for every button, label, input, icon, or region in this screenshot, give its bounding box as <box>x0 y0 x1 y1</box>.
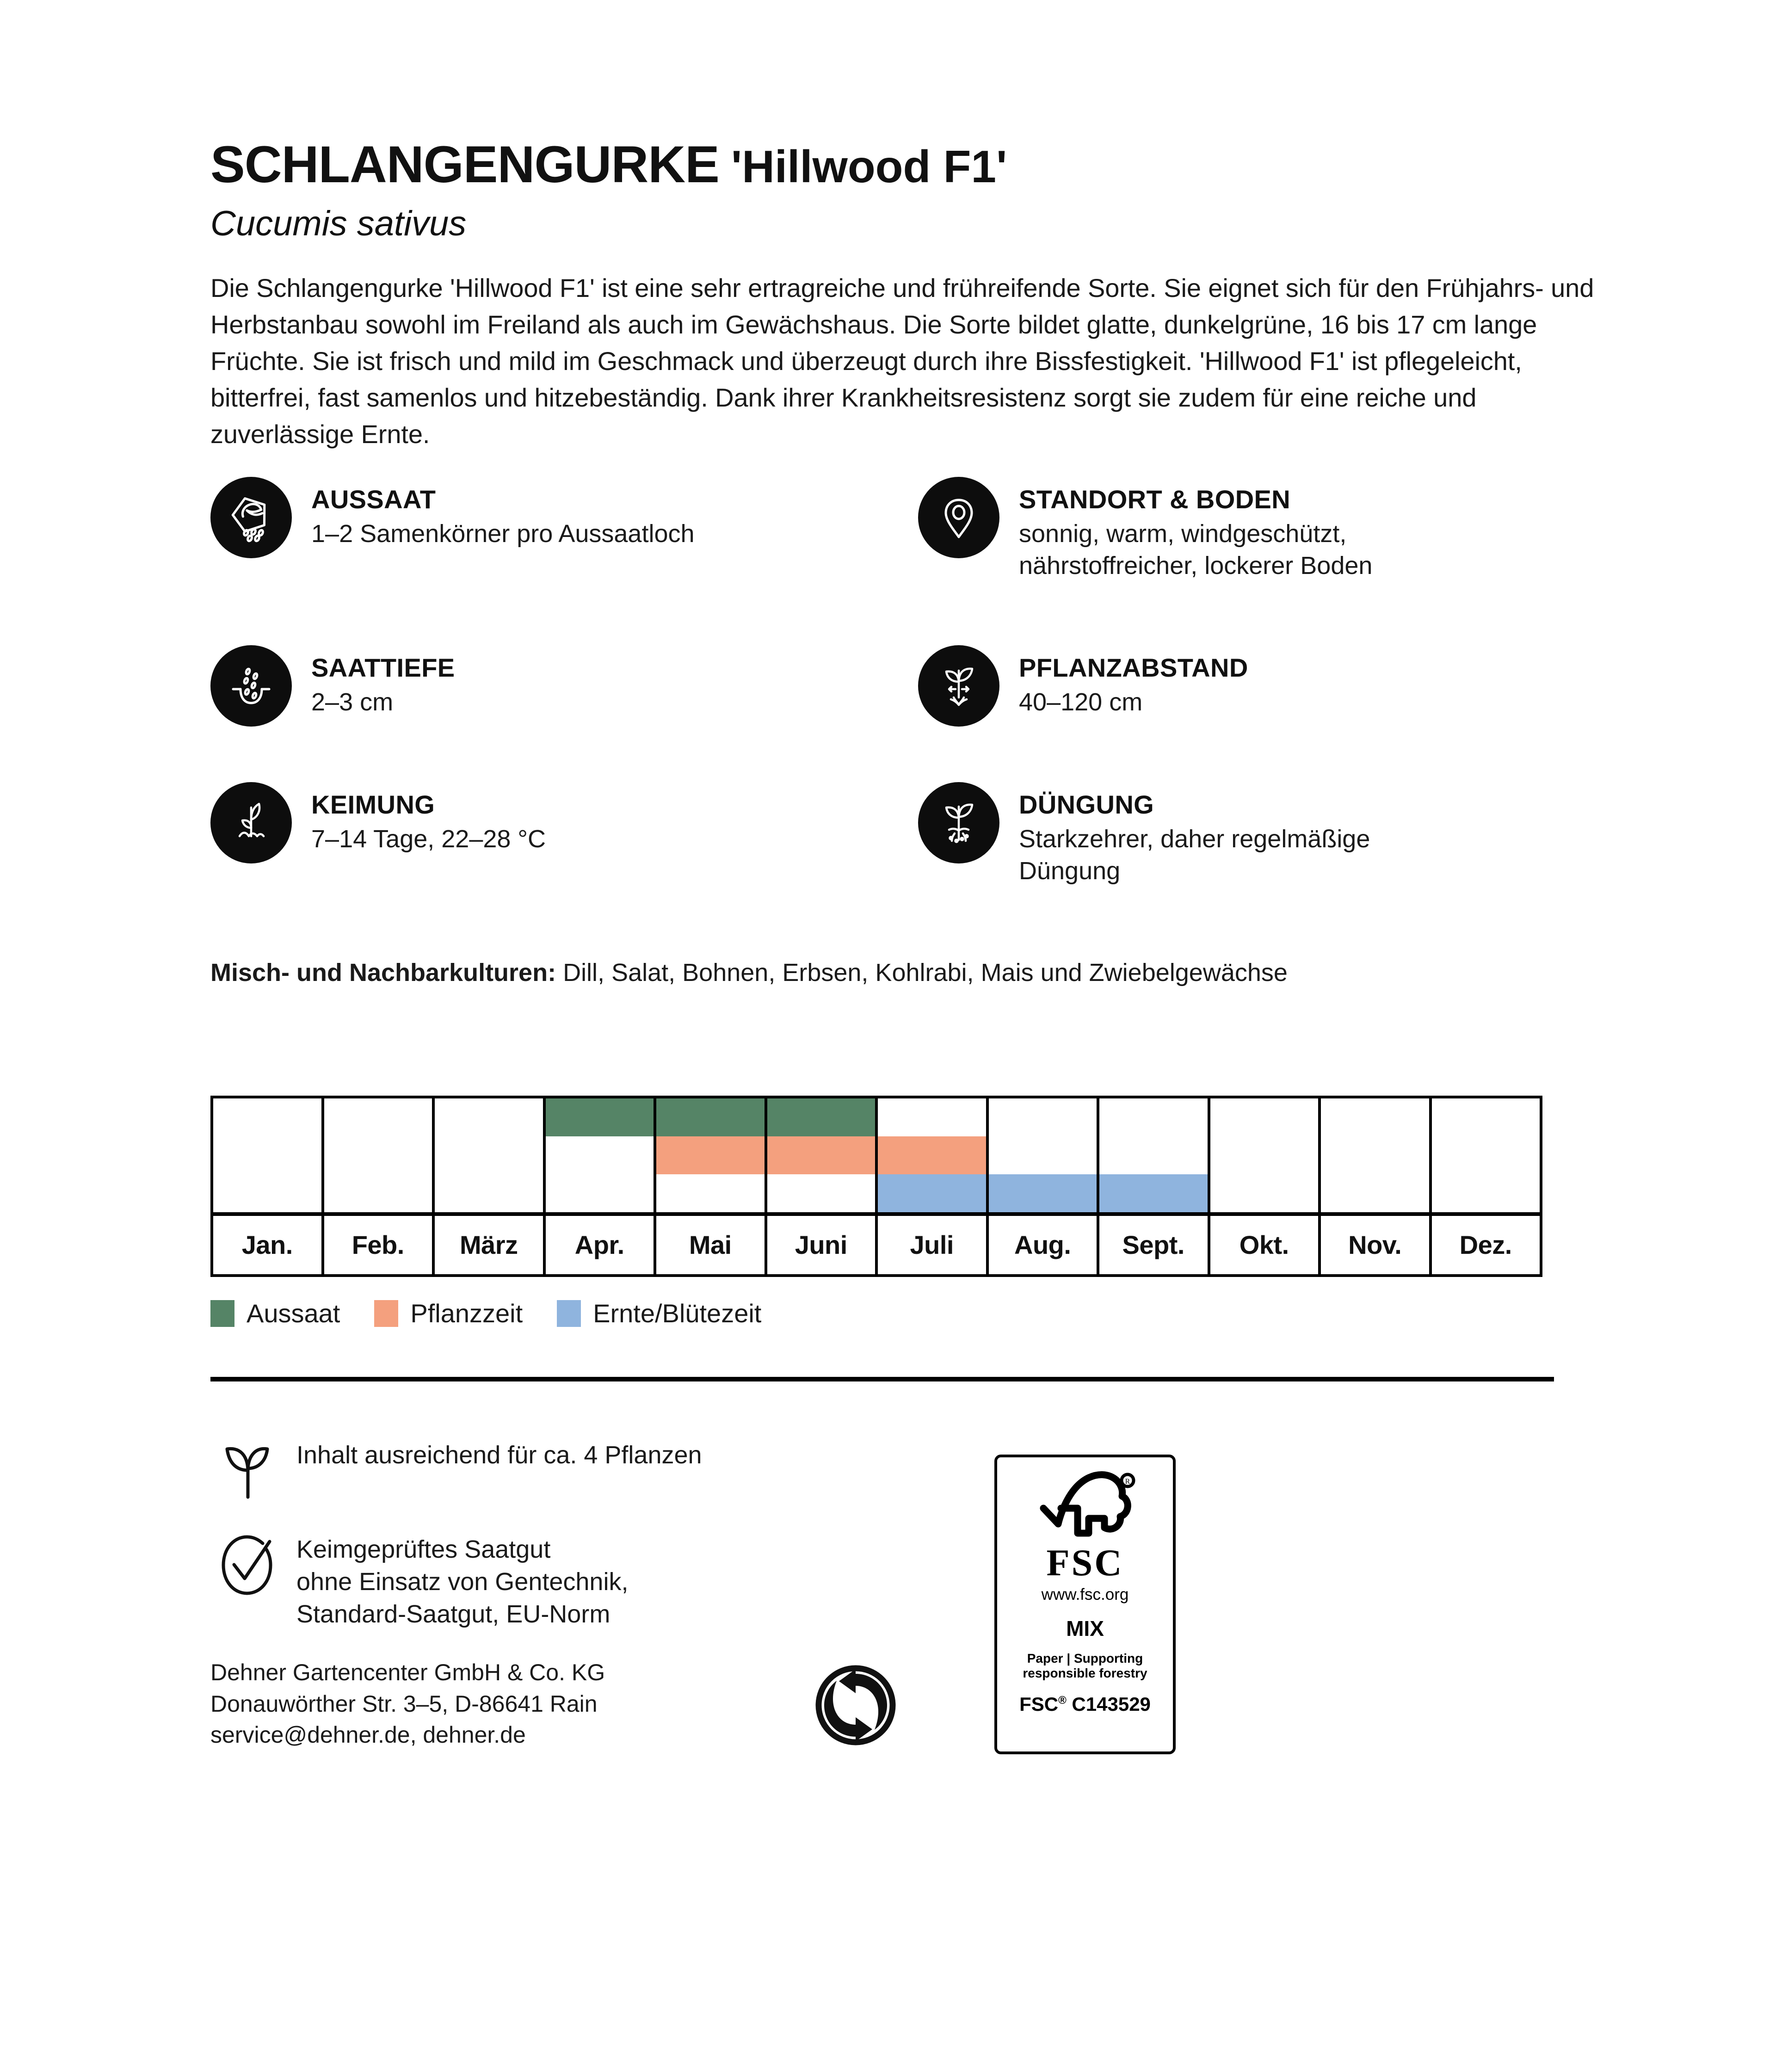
calendar-month-label: Okt. <box>1209 1214 1320 1276</box>
fact-aussaat-title: AUSSAAT <box>311 484 436 514</box>
fsc-registered-mark: ® <box>1058 1694 1067 1707</box>
fsc-category: MIX <box>1066 1616 1104 1640</box>
legend-label-pflanzzeit: Pflanzzeit <box>410 1298 523 1328</box>
bar-slot-aussaat <box>435 1098 543 1136</box>
legend-swatch-pflanzzeit <box>374 1300 398 1327</box>
calendar-labels-row <box>212 1214 1541 1276</box>
bar-slot-aussaat <box>1099 1098 1208 1136</box>
fact-keimung <box>210 782 918 888</box>
fact-keimung-value: 7–14 Tage, 22–28 °C <box>311 825 546 853</box>
calendar-month-label: Nov. <box>1320 1214 1431 1276</box>
address-line-company: Dehner Gartencenter GmbH & Co. KG <box>210 1659 605 1686</box>
title-cultivar: 'Hillwood F1' <box>731 141 1007 192</box>
bar-slot-pflanzzeit <box>1321 1136 1429 1174</box>
footer-content-note-text: Inhalt ausreichend für ca. 4 Pflanzen <box>296 1441 702 1469</box>
fsc-code-prefix: FSC <box>1019 1693 1059 1715</box>
fact-keimung-title: KEIMUNG <box>311 789 435 819</box>
facts-row-1 <box>210 477 1626 582</box>
fsc-wordmark: FSC <box>1046 1541 1124 1584</box>
bar-slot-pflanzzeit <box>546 1136 654 1174</box>
fact-saattiefe-value: 2–3 cm <box>311 688 394 716</box>
fertilizer-plant-icon <box>918 782 999 863</box>
companion-value: Dill, Salat, Bohnen, Erbsen, Kohlrabi, Mais und Zwiebelgewächse <box>556 959 1288 987</box>
address-line-contact[interactable]: service@dehner.de, dehner.de <box>210 1722 526 1748</box>
bar-slot-pflanzzeit <box>989 1136 1097 1174</box>
fact-saattiefe <box>210 645 918 727</box>
calendar-table <box>210 1096 1542 1277</box>
footer-divider <box>210 1377 1554 1381</box>
seed-packet-icon <box>210 477 292 558</box>
bar-slot-aussaat <box>989 1098 1097 1136</box>
calendar-month-label: Dez. <box>1431 1214 1542 1276</box>
footer-quality-line2: ohne Einsatz von Gentechnik, <box>296 1567 629 1596</box>
bar-slot-pflanzzeit <box>435 1136 543 1174</box>
calendar-cell-bars <box>433 1097 544 1214</box>
fact-pflanzabstand-value: 40–120 cm <box>1019 688 1143 716</box>
bar-slot-pflanzzeit <box>767 1136 876 1174</box>
calendar-cell-bars <box>1320 1097 1431 1214</box>
bar-slot-ernte <box>1432 1174 1540 1212</box>
fsc-description-line1: Paper | Supporting <box>1027 1651 1143 1665</box>
fact-duengung-title: DÜNGUNG <box>1019 789 1154 819</box>
svg-text:R: R <box>1125 1477 1130 1486</box>
fsc-description <box>1023 1651 1147 1681</box>
sowing-calendar <box>210 1096 1542 1327</box>
bar-slot-aussaat <box>1210 1098 1319 1136</box>
calendar-month-label: Aug. <box>987 1214 1098 1276</box>
bar-slot-ernte <box>435 1174 543 1212</box>
bar-slot-pflanzzeit <box>878 1136 986 1174</box>
companion-label: Misch- und Nachbarkulturen: <box>210 959 556 987</box>
bar-slot-ernte <box>546 1174 654 1212</box>
legend-item-aussaat <box>210 1300 340 1327</box>
fact-standort <box>918 477 1626 582</box>
legend-item-pflanzzeit <box>374 1300 523 1327</box>
calendar-cell-bars <box>1209 1097 1320 1214</box>
calendar-month-label: Mai <box>655 1214 766 1276</box>
fsc-description-line2: responsible forestry <box>1023 1666 1147 1681</box>
bar-slot-aussaat <box>878 1098 986 1136</box>
fact-duengung <box>918 782 1626 888</box>
bar-slot-aussaat <box>656 1098 765 1136</box>
calendar-month-label: Apr. <box>544 1214 655 1276</box>
companion-plants <box>210 956 1561 989</box>
seed-depth-icon <box>210 645 292 727</box>
calendar-month-label: Jan. <box>212 1214 323 1276</box>
legend-label-aussaat: Aussaat <box>247 1298 340 1328</box>
legend-swatch-ernte <box>557 1300 581 1327</box>
two-leaves-icon <box>210 1436 296 1505</box>
bar-slot-aussaat <box>767 1098 876 1136</box>
bar-slot-aussaat <box>213 1098 321 1136</box>
fact-duengung-value-line2: Düngung <box>1019 857 1121 885</box>
cultivation-facts-grid <box>210 477 1626 888</box>
calendar-month-label: Juni <box>766 1214 877 1276</box>
legend-swatch-aussaat <box>210 1300 234 1327</box>
bar-slot-ernte <box>767 1174 876 1212</box>
calendar-cell-bars <box>1431 1097 1542 1214</box>
fsc-label <box>994 1455 1176 1754</box>
bar-slot-pflanzzeit <box>1210 1136 1319 1174</box>
calendar-legend <box>210 1300 1542 1327</box>
footer-quality-line3: Standard-Saatgut, EU-Norm <box>296 1600 610 1628</box>
bar-slot-pflanzzeit <box>656 1136 765 1174</box>
bar-slot-pflanzzeit <box>213 1136 321 1174</box>
bar-slot-ernte <box>213 1174 321 1212</box>
fact-standort-value-line2: nährstoffreicher, lockerer Boden <box>1019 552 1373 580</box>
fsc-certificate-code <box>1019 1693 1151 1715</box>
fact-standort-text <box>1019 477 1372 582</box>
bar-slot-ernte <box>1099 1174 1208 1212</box>
calendar-cell-bars <box>323 1097 434 1214</box>
calendar-month-label: Juli <box>876 1214 987 1276</box>
fact-pflanzabstand-title: PFLANZABSTAND <box>1019 653 1248 682</box>
calendar-cell-bars <box>212 1097 323 1214</box>
bar-slot-aussaat <box>1321 1098 1429 1136</box>
fsc-tree-checkmark-icon <box>1030 1470 1141 1543</box>
calendar-cell-bars <box>1098 1097 1209 1214</box>
calendar-month-label: März <box>433 1214 544 1276</box>
fact-saattiefe-text <box>311 645 455 719</box>
bar-slot-aussaat <box>1432 1098 1540 1136</box>
fact-standort-title: STANDORT & BODEN <box>1019 484 1291 514</box>
fact-aussaat-value: 1–2 Samenkörner pro Aussaatloch <box>311 520 695 548</box>
description-paragraph: Die Schlangengurke 'Hillwood F1' ist eine sehr ertragreiche und frühreifende Sorte. Sie eignet sich für den Frühjahrs- und Herbstanbau sowohl im Freiland als auch im Gewächshaus. Die Sorte bildet glatte, dunkelgrüne, 16 bis 17 cm lange Früchte. Sie ist frisch und mild im Geschmack und überzeugt durch ihre Bissfestigkeit. 'Hillwood F1' ist pflegeleicht, bitterfrei, fast samenlos und hitzebeständig. Dank ihrer Krankheitsresistenz sorgt sie zudem für eine reiche und zuverlässige Ernte. <box>210 273 1594 449</box>
fact-keimung-text <box>311 782 546 856</box>
calendar-cell-bars <box>876 1097 987 1214</box>
facts-row-2 <box>210 645 1626 727</box>
fact-aussaat-text <box>311 477 695 550</box>
fsc-code-number: C143529 <box>1066 1693 1151 1715</box>
calendar-cell-bars <box>544 1097 655 1214</box>
fsc-url: www.fsc.org <box>1041 1585 1129 1603</box>
fact-aussaat <box>210 477 918 582</box>
seedling-icon <box>210 782 292 863</box>
bar-slot-ernte <box>1321 1174 1429 1212</box>
facts-row-3 <box>210 782 1626 888</box>
calendar-month-label: Sept. <box>1098 1214 1209 1276</box>
calendar-month-label: Feb. <box>323 1214 434 1276</box>
bar-slot-pflanzzeit <box>1432 1136 1540 1174</box>
footer-content-note <box>210 1436 1561 1505</box>
bar-slot-ernte <box>656 1174 765 1212</box>
footer-quality-line1: Keimgeprüftes Saatgut <box>296 1535 551 1563</box>
green-dot-recycling-icon <box>814 1664 897 1749</box>
legend-item-ernte <box>557 1300 761 1327</box>
calendar-cell-bars <box>766 1097 877 1214</box>
botanical-name: Cucumis sativus <box>210 204 467 243</box>
fact-duengung-text <box>1019 782 1370 888</box>
bar-slot-aussaat <box>546 1098 654 1136</box>
footer-quality-note <box>210 1530 1561 1631</box>
fact-duengung-value-line1: Starkzehrer, daher regelmäßige <box>1019 825 1370 853</box>
plant-spacing-icon <box>918 645 999 727</box>
fact-pflanzabstand-text <box>1019 645 1248 719</box>
bar-slot-ernte <box>989 1174 1097 1212</box>
location-pin-icon <box>918 477 999 558</box>
bar-slot-ernte <box>1210 1174 1319 1212</box>
calendar-bars-row <box>212 1097 1541 1214</box>
fact-saattiefe-title: SAATTIEFE <box>311 653 455 682</box>
address-line-street: Donauwörther Str. 3–5, D-86641 Rain <box>210 1690 598 1717</box>
fact-standort-value-line1: sonnig, warm, windgeschützt, <box>1019 520 1347 548</box>
label-content <box>210 0 1594 1751</box>
check-circle-icon <box>210 1530 296 1600</box>
footer-section <box>210 1436 1561 1751</box>
bar-slot-pflanzzeit <box>1099 1136 1208 1174</box>
bar-slot-ernte <box>324 1174 432 1212</box>
legend-label-ernte: Ernte/Blütezeit <box>593 1298 762 1328</box>
title-species: SCHLANGENGURKE <box>210 136 719 193</box>
bar-slot-ernte <box>878 1174 986 1212</box>
footer-quality-text <box>296 1530 628 1631</box>
calendar-cell-bars <box>987 1097 1098 1214</box>
fact-pflanzabstand <box>918 645 1626 727</box>
bar-slot-aussaat <box>324 1098 432 1136</box>
page-title <box>210 136 1561 193</box>
bar-slot-pflanzzeit <box>324 1136 432 1174</box>
calendar-cell-bars <box>655 1097 766 1214</box>
